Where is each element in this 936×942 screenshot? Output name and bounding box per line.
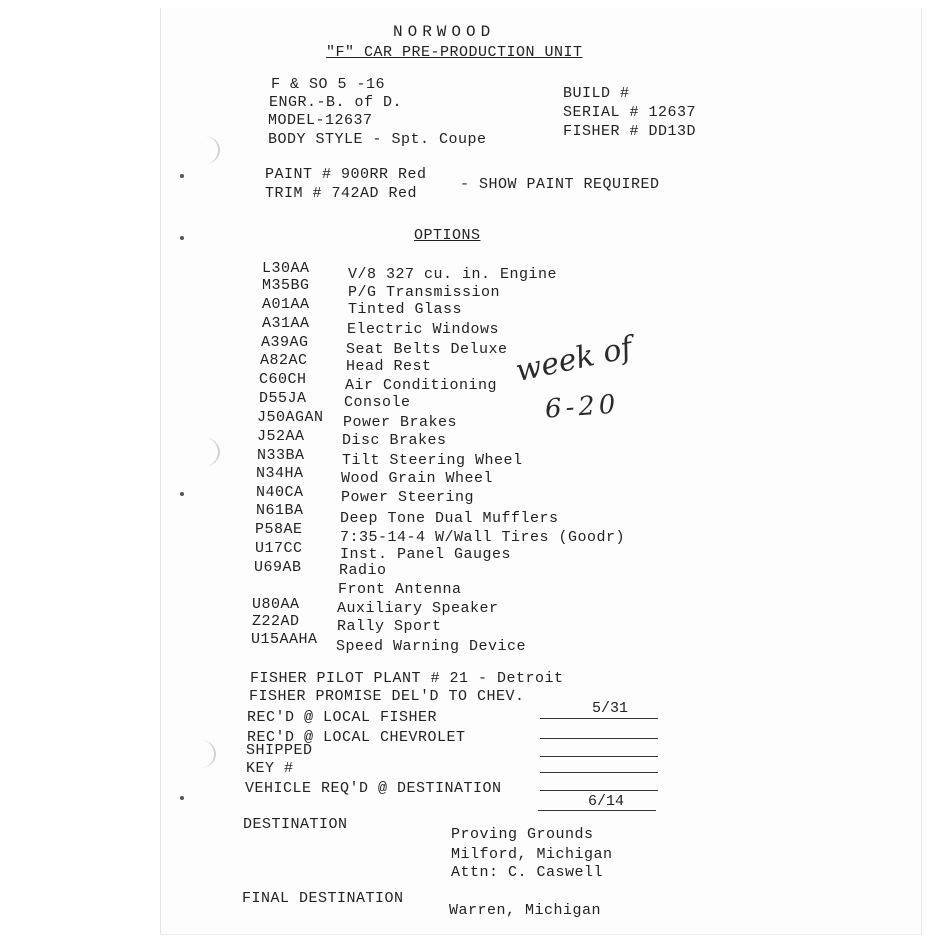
status-line [540, 772, 658, 773]
info-model: MODEL-12637 [268, 112, 373, 129]
option-code: A31AA [262, 315, 310, 332]
handwritten-week-of: week of [512, 330, 636, 389]
info-fisher: FISHER # DD13D [563, 123, 697, 140]
info-serial: SERIAL # 12637 [563, 104, 697, 121]
option-desc: Power Steering [341, 489, 475, 506]
speck [180, 236, 184, 240]
status-line [540, 756, 658, 757]
speck [180, 174, 184, 178]
option-code: N34HA [256, 465, 304, 482]
option-desc: Front Antenna [338, 581, 462, 598]
option-desc: Tinted Glass [348, 301, 463, 318]
option-desc: Radio [339, 562, 387, 579]
destination-label: DESTINATION [243, 816, 348, 833]
info-build: BUILD # [563, 85, 630, 102]
option-code: A82AC [260, 352, 308, 369]
info-body-style: BODY STYLE - Spt. Coupe [268, 131, 487, 148]
status-label: REC'D @ LOCAL FISHER [247, 709, 438, 726]
option-desc: Speed Warning Device [336, 638, 527, 655]
final-destination-label: FINAL DESTINATION [242, 890, 404, 907]
destination-line: Milford, Michigan [451, 846, 613, 863]
option-code: J50AGAN [257, 409, 324, 426]
info-engineering: ENGR.-B. of D. [269, 94, 403, 111]
status-line [538, 810, 656, 811]
show-paint-note: - SHOW PAINT REQUIRED [460, 176, 660, 193]
option-desc: Console [344, 394, 411, 411]
document-title: NORWOOD [393, 23, 496, 41]
option-code: C60CH [259, 371, 307, 388]
option-desc: Inst. Panel Gauges [340, 546, 512, 563]
punch-hole-bottom [186, 740, 216, 768]
speck [180, 796, 184, 800]
destination-line: Proving Grounds [451, 826, 594, 843]
option-code: J52AA [257, 428, 305, 445]
option-code: U80AA [252, 596, 300, 613]
option-code: Z22AD [252, 613, 300, 630]
status-label: SHIPPED [246, 742, 313, 759]
option-code: U69AB [254, 559, 302, 576]
option-code: P58AE [255, 521, 303, 538]
option-code: M35BG [262, 277, 310, 294]
speck [180, 492, 184, 496]
pilot-plant-line: FISHER PILOT PLANT # 21 - Detroit [250, 670, 564, 687]
document-subtitle: "F" CAR PRE-PRODUCTION UNIT [326, 44, 583, 61]
handwritten-date: 6-20 [544, 389, 621, 425]
option-desc: Power Brakes [343, 414, 458, 431]
option-desc: Rally Sport [337, 618, 442, 635]
status-value: 6/14 [588, 793, 625, 810]
option-code: N40CA [256, 484, 304, 501]
status-label: VEHICLE REQ'D @ DESTINATION [245, 780, 502, 797]
option-desc: Wood Grain Wheel [341, 470, 494, 487]
option-desc: Electric Windows [347, 321, 500, 338]
option-code: N61BA [256, 502, 304, 519]
option-desc: Tilt Steering Wheel [342, 452, 523, 469]
option-desc: Deep Tone Dual Mufflers [340, 510, 559, 527]
punch-hole-top [190, 136, 220, 164]
final-destination-value: Warren, Michigan [449, 902, 602, 919]
status-line [540, 738, 658, 739]
option-code: L30AA [262, 260, 310, 277]
option-code: U17CC [255, 540, 303, 557]
punch-hole-middle [190, 438, 220, 466]
status-label: KEY # [246, 760, 294, 777]
option-desc: 7:35-14-4 W/Wall Tires (Goodr) [340, 529, 626, 546]
option-code: U15AAHA [251, 631, 318, 648]
status-label: FISHER PROMISE DEL'D TO CHEV. [249, 688, 525, 705]
info-order: F & SO 5 -16 [271, 76, 386, 93]
option-desc: P/G Transmission [348, 284, 501, 301]
option-code: A01AA [262, 296, 310, 313]
option-desc: Seat Belts Deluxe [346, 341, 508, 358]
status-label: REC'D @ LOCAL CHEVROLET [247, 729, 466, 746]
option-code: D55JA [259, 390, 307, 407]
option-code: A39AG [261, 334, 309, 351]
status-line [540, 718, 658, 719]
option-desc: Auxiliary Speaker [337, 600, 499, 617]
status-value: 5/31 [592, 700, 629, 717]
option-code: N33BA [257, 447, 305, 464]
option-desc: V/8 327 cu. in. Engine [348, 266, 558, 283]
paint-line: PAINT # 900RR Red [265, 166, 427, 183]
option-desc: Air Conditioning [345, 377, 498, 394]
status-line [540, 790, 658, 791]
option-desc: Disc Brakes [342, 432, 447, 449]
trim-line: TRIM # 742AD Red [265, 185, 418, 202]
options-heading: OPTIONS [414, 227, 481, 244]
option-desc: Head Rest [346, 358, 432, 375]
destination-line: Attn: C. Caswell [451, 864, 604, 881]
